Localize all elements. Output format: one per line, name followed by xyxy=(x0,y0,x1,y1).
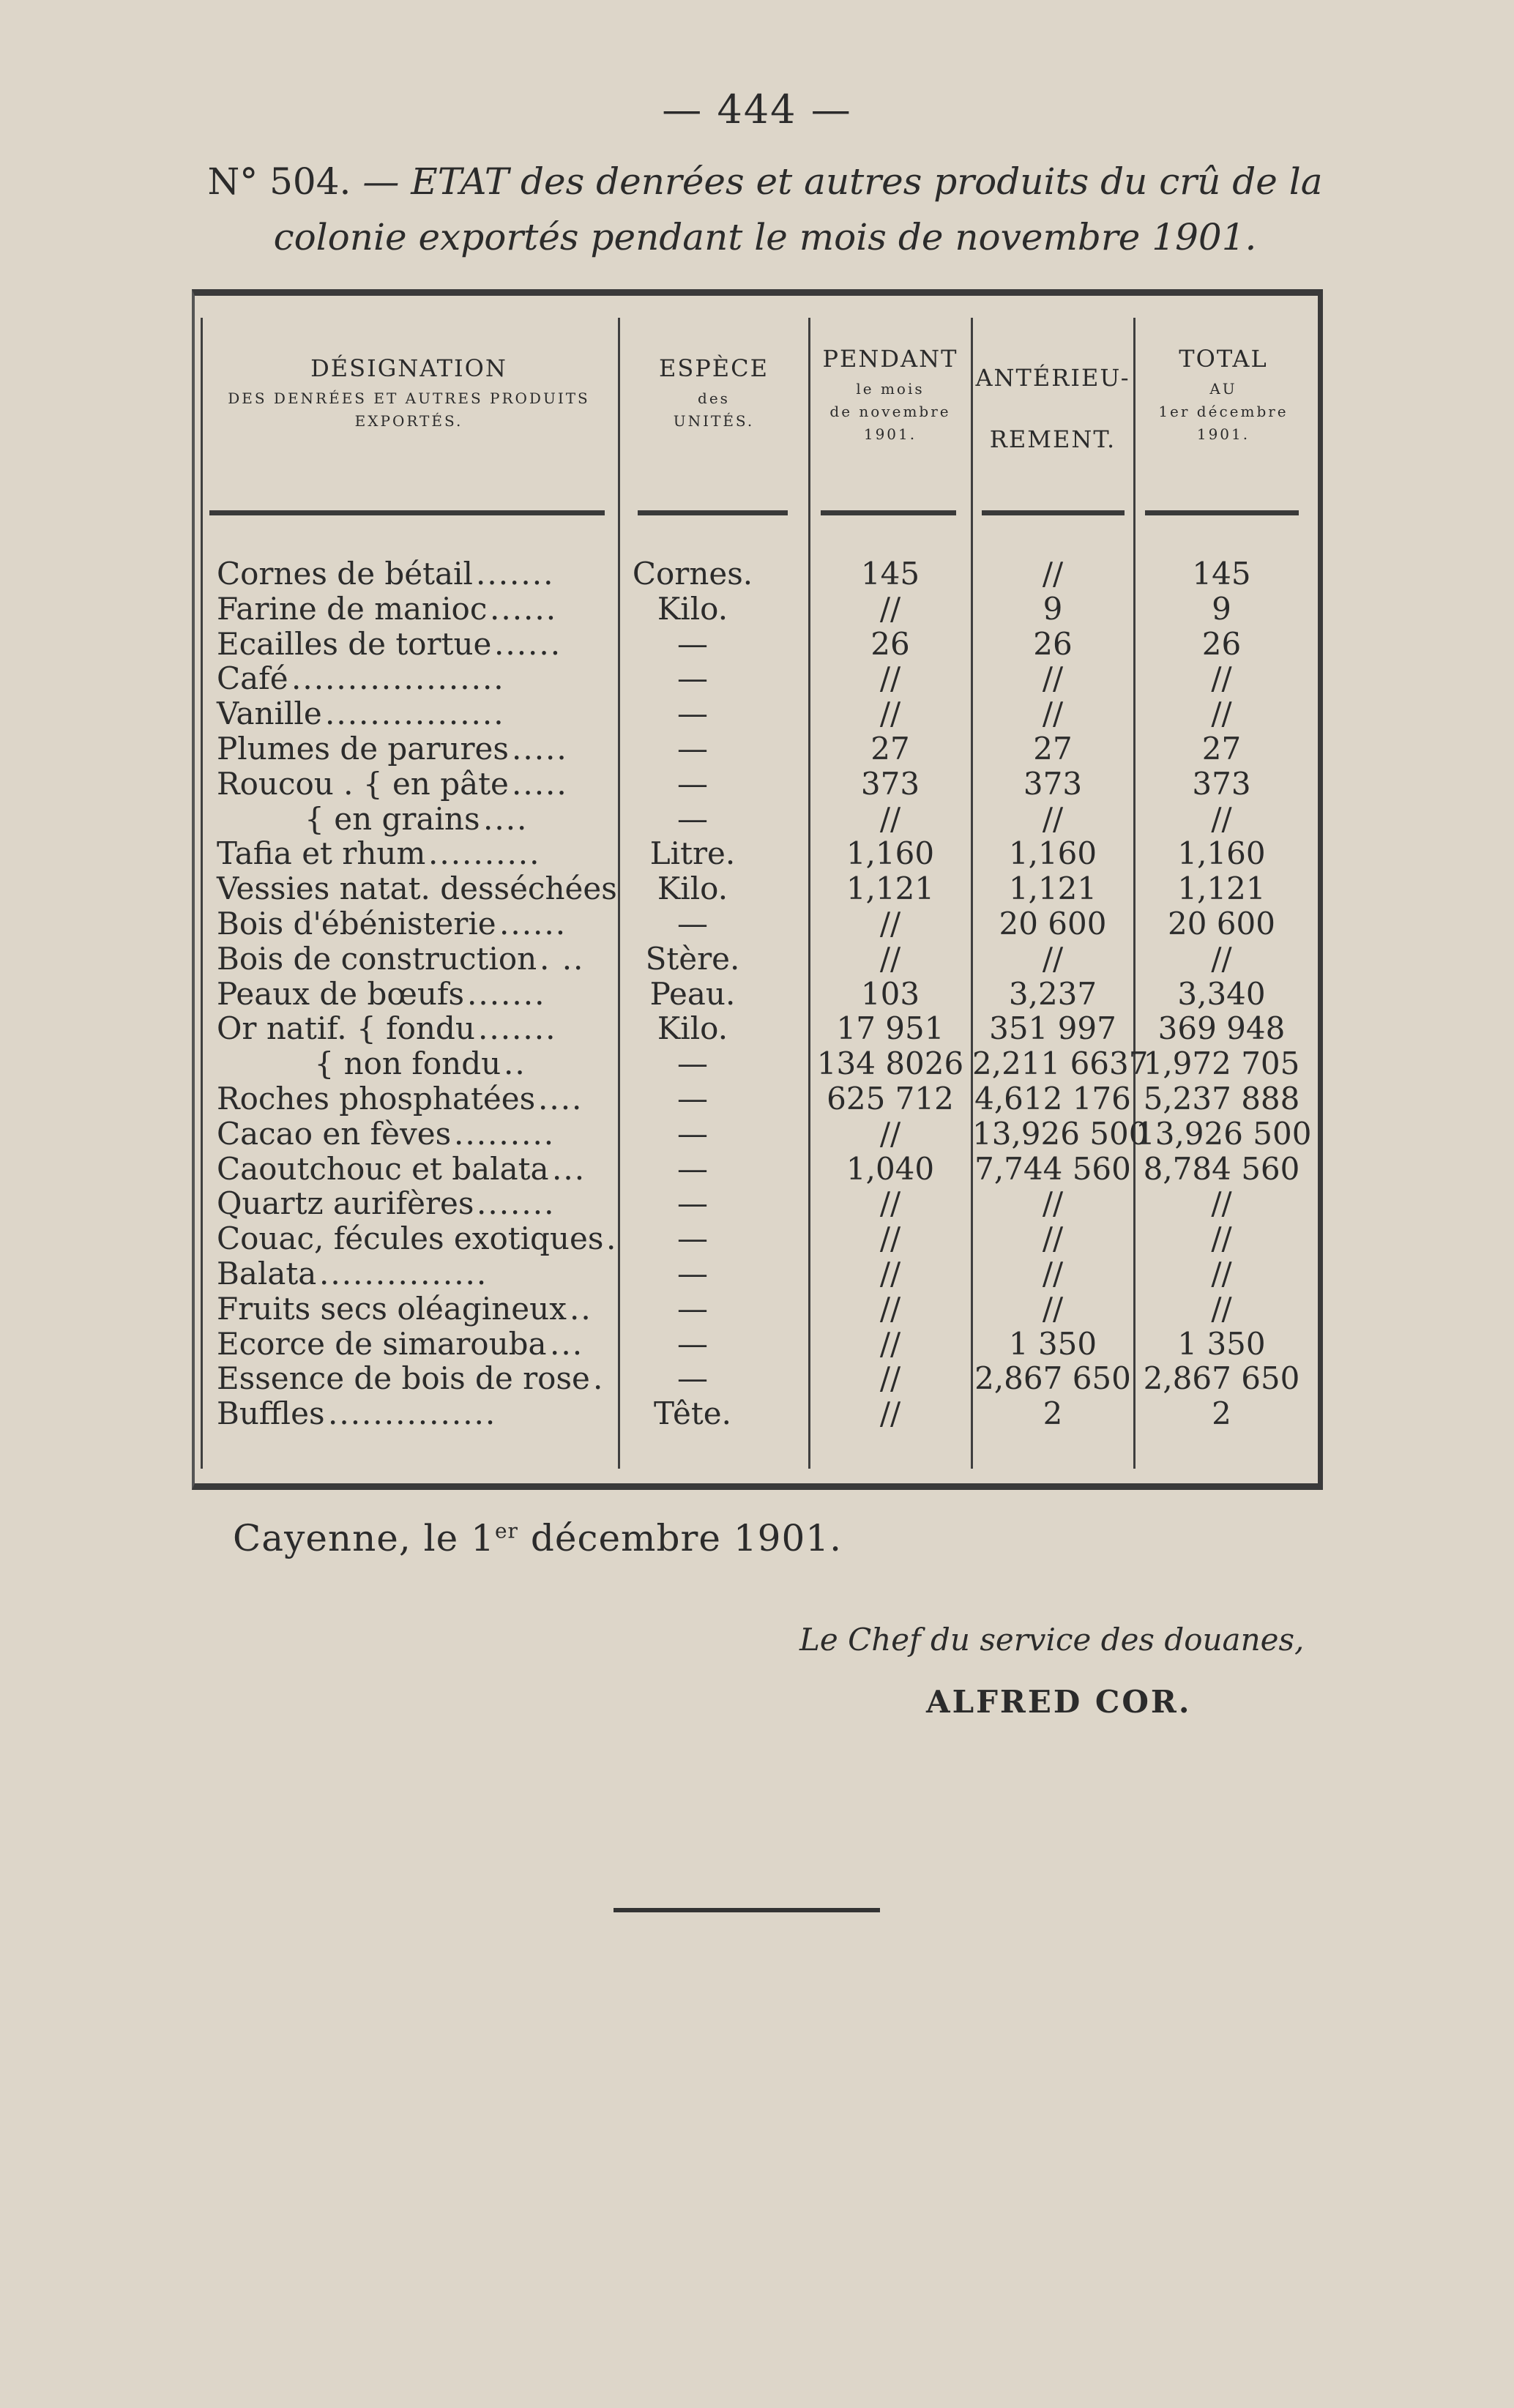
row-leader-dots: ...... xyxy=(490,590,558,627)
row-designation: Or natif. { fondu xyxy=(217,1010,475,1047)
row-designation: Cornes de bétail xyxy=(217,556,473,592)
header-unit xyxy=(621,351,807,433)
table-row xyxy=(195,660,1326,695)
header-month-title: PENDANT xyxy=(822,345,958,373)
signer-title: Le Chef du service des douanes, xyxy=(799,1622,1305,1658)
row-unit: — xyxy=(677,765,708,802)
row-previous-value: 2,211 6637 xyxy=(972,1045,1149,1082)
table-row xyxy=(195,766,1326,800)
row-leader-dots: ....... xyxy=(478,1010,557,1047)
row-designation: Ecorce de simarouba xyxy=(217,1325,547,1362)
row-leader-dots: ......... xyxy=(454,1115,556,1152)
row-designation: Vessies natat. desséchées xyxy=(217,871,617,907)
place-date-sup: er xyxy=(494,1518,518,1543)
table-row xyxy=(195,731,1326,765)
row-designation: Bois de construction xyxy=(217,940,537,977)
row-month-value: // xyxy=(879,1325,901,1362)
row-leader-dots: ... xyxy=(552,1150,586,1187)
row-leader-dots: ............... xyxy=(328,1395,497,1432)
title-line-1: — ETAT des denrées et autres produits du crû de la xyxy=(351,160,1323,203)
row-unit: Litre. xyxy=(649,835,736,872)
row-unit: — xyxy=(677,1325,708,1362)
row-designation: Cacao en fèves xyxy=(217,1115,452,1152)
row-total-value: 27 xyxy=(1201,731,1242,767)
row-leader-dots: . xyxy=(593,1360,605,1397)
header-designation-sub2: EXPORTÉS. xyxy=(354,411,463,430)
row-total-value: // xyxy=(1211,696,1232,732)
row-designation: Ecailles de tortue xyxy=(217,625,492,662)
header-month-sub1: le mois xyxy=(856,379,925,398)
row-total-value: 1,972 705 xyxy=(1143,1045,1300,1082)
row-total-value: // xyxy=(1211,1220,1232,1257)
header-total-sub2: 1er décembre xyxy=(1158,402,1289,420)
row-previous-value: // xyxy=(1042,940,1064,977)
header-designation-title: DÉSIGNATION xyxy=(310,354,507,382)
row-designation: Bois d'ébénisterie xyxy=(217,906,496,942)
row-total-value: 3,340 xyxy=(1177,975,1266,1012)
row-total-value: 2 xyxy=(1212,1395,1231,1432)
row-leader-dots: .......... xyxy=(428,835,541,872)
table-row xyxy=(195,1395,1326,1430)
row-total-value: // xyxy=(1211,1290,1232,1327)
header-unit-sub2: UNITÉS. xyxy=(673,411,755,430)
header-total-sub3: 1901. xyxy=(1196,425,1250,443)
row-unit: — xyxy=(677,1115,708,1152)
row-month-value: // xyxy=(879,906,901,942)
header-month-sub3: 1901. xyxy=(863,425,917,443)
row-previous-value: // xyxy=(1042,1290,1064,1327)
row-unit: Stère. xyxy=(645,940,740,977)
row-previous-value: 2,867 650 xyxy=(974,1360,1131,1397)
table-row xyxy=(195,1045,1326,1080)
row-designation: Balata xyxy=(217,1256,317,1291)
row-previous-value: 7,744 560 xyxy=(974,1150,1131,1187)
row-total-value: 9 xyxy=(1212,590,1231,627)
place-date-prefix: Cayenne, le 1 xyxy=(233,1517,495,1559)
row-previous-value: 20 600 xyxy=(999,906,1107,942)
document-number: N° 504. xyxy=(207,160,351,203)
header-total-sub1: AU xyxy=(1209,379,1237,398)
row-total-value: 13,926 500 xyxy=(1136,1115,1312,1152)
row-unit: — xyxy=(677,800,708,837)
header-month-sub2: de novembre xyxy=(829,402,951,420)
export-table xyxy=(192,289,1323,1490)
table-row xyxy=(195,556,1326,590)
header-previous xyxy=(974,360,1132,458)
row-designation: Farine de manioc xyxy=(217,590,488,627)
row-month-value: // xyxy=(879,940,901,977)
row-unit: Kilo. xyxy=(657,1010,728,1047)
row-unit: Kilo. xyxy=(657,590,728,627)
row-leader-dots: ..... xyxy=(512,731,568,767)
table-row xyxy=(195,1360,1326,1395)
row-previous-value: 27 xyxy=(1033,731,1073,767)
table-row xyxy=(195,906,1326,940)
row-month-value: 373 xyxy=(860,765,920,802)
row-unit: — xyxy=(677,660,708,697)
header-rule xyxy=(209,510,605,515)
row-designation: Couac, fécules exotiques xyxy=(217,1220,604,1257)
row-month-value: 26 xyxy=(870,625,910,662)
row-month-value: 1,160 xyxy=(846,835,935,872)
row-leader-dots: ... xyxy=(550,1325,584,1362)
row-unit: — xyxy=(677,906,708,942)
row-leader-dots: ............... xyxy=(319,1256,488,1291)
row-month-value: // xyxy=(879,696,901,732)
row-month-value: 1,121 xyxy=(846,871,935,907)
row-month-value: // xyxy=(879,590,901,627)
row-designation: Caoutchouc et balata xyxy=(217,1150,549,1187)
row-previous-value: 9 xyxy=(1043,590,1063,627)
row-total-value: // xyxy=(1211,660,1232,697)
title-line-2: colonie exportés pendant le mois de novembre 1901. xyxy=(273,216,1257,258)
row-previous-value: 26 xyxy=(1033,625,1073,662)
header-total xyxy=(1136,341,1310,446)
row-total-value: 5,237 888 xyxy=(1143,1081,1300,1117)
row-designation: Fruits secs oléagineux xyxy=(217,1290,567,1327)
table-row xyxy=(195,1010,1326,1045)
row-previous-value: // xyxy=(1042,696,1064,732)
row-previous-value: // xyxy=(1042,800,1064,837)
row-leader-dots: .... xyxy=(538,1081,583,1117)
row-designation: Café xyxy=(217,660,288,697)
table-row xyxy=(195,1185,1326,1220)
row-month-value: // xyxy=(879,1360,901,1397)
row-month-value: 625 712 xyxy=(827,1081,954,1117)
table-row xyxy=(195,976,1326,1010)
row-unit: — xyxy=(677,731,708,767)
row-month-value: // xyxy=(879,1185,901,1222)
header-designation xyxy=(202,351,616,433)
row-previous-value: 373 xyxy=(1023,765,1083,802)
row-leader-dots: . xyxy=(606,1220,618,1257)
row-designation: Tafia et rhum xyxy=(217,835,426,872)
row-total-value: // xyxy=(1211,940,1232,977)
row-total-value: 369 948 xyxy=(1157,1010,1286,1047)
table-row xyxy=(195,696,1326,730)
row-leader-dots: ....... xyxy=(476,556,555,592)
row-previous-value: 351 997 xyxy=(989,1010,1116,1047)
row-total-value: 2,867 650 xyxy=(1143,1360,1300,1397)
row-designation: Quartz aurifères xyxy=(217,1185,474,1222)
place-date xyxy=(233,1517,842,1559)
row-leader-dots: ..... xyxy=(512,765,568,802)
table-row xyxy=(195,801,1326,835)
row-month-value: 145 xyxy=(860,556,920,592)
row-total-value: 1 350 xyxy=(1177,1325,1266,1362)
document-title xyxy=(187,154,1343,265)
row-total-value: 1,121 xyxy=(1177,871,1266,907)
header-previous-sub: REMENT. xyxy=(989,425,1116,453)
row-unit: — xyxy=(677,1256,708,1291)
row-unit: Tête. xyxy=(654,1395,731,1432)
row-month-value: 103 xyxy=(860,975,920,1012)
row-month-value: // xyxy=(879,1290,901,1327)
row-previous-value: // xyxy=(1042,660,1064,697)
row-month-value: // xyxy=(879,660,901,697)
row-designation: Buffles xyxy=(217,1395,325,1432)
table-row xyxy=(195,1220,1326,1255)
row-total-value: // xyxy=(1211,1256,1232,1291)
row-leader-dots: .... xyxy=(483,800,529,837)
table-row xyxy=(195,1291,1326,1325)
row-unit: — xyxy=(677,1045,708,1082)
row-previous-value: 3,237 xyxy=(1008,975,1097,1012)
table-row xyxy=(195,591,1326,625)
header-rule xyxy=(638,510,788,515)
closing-rule xyxy=(614,1908,880,1912)
row-unit: — xyxy=(677,696,708,732)
row-total-value: 26 xyxy=(1201,625,1242,662)
row-leader-dots: ....... xyxy=(477,1185,556,1222)
header-unit-sub1: des xyxy=(698,389,730,407)
row-month-value: 17 951 xyxy=(836,1010,944,1047)
row-leader-dots: .. xyxy=(504,1045,526,1082)
table-row xyxy=(195,1116,1326,1150)
header-month xyxy=(811,341,969,446)
row-unit: — xyxy=(677,1081,708,1117)
table-row xyxy=(195,1151,1326,1185)
header-designation-sub1: DES DENRÉES ET AUTRES PRODUITS xyxy=(228,389,590,407)
row-month-value: // xyxy=(879,1256,901,1291)
row-total-value: // xyxy=(1211,800,1232,837)
table-row xyxy=(195,835,1326,870)
row-month-value: // xyxy=(879,1220,901,1257)
row-unit: — xyxy=(677,1360,708,1397)
signer-name: ALFRED COR. xyxy=(926,1684,1192,1720)
row-designation: Plumes de parures xyxy=(217,731,509,767)
row-month-value: // xyxy=(879,1115,901,1152)
row-unit: — xyxy=(677,1185,708,1222)
row-previous-value: // xyxy=(1042,1256,1064,1291)
row-leader-dots: ...... xyxy=(494,625,562,662)
row-month-value: // xyxy=(879,800,901,837)
page-number: — 444 — xyxy=(662,86,852,133)
header-unit-title: ESPÈCE xyxy=(658,354,769,382)
table-row xyxy=(195,1081,1326,1115)
row-previous-value: // xyxy=(1042,556,1064,592)
row-total-value: 20 600 xyxy=(1168,906,1275,942)
row-unit: — xyxy=(677,1150,708,1187)
row-previous-value: 1 350 xyxy=(1008,1325,1097,1362)
row-previous-value: // xyxy=(1042,1185,1064,1222)
header-rule xyxy=(1145,510,1299,515)
row-leader-dots: ................ xyxy=(325,696,505,732)
row-unit: Cornes. xyxy=(632,556,753,592)
row-designation: Roucou . { en pâte xyxy=(217,765,509,802)
row-previous-value: 1,160 xyxy=(1008,835,1097,872)
table-row xyxy=(195,941,1326,975)
table-row xyxy=(195,626,1326,660)
row-unit: — xyxy=(677,1220,708,1257)
row-leader-dots: . .. xyxy=(540,940,585,977)
row-leader-dots: ................... xyxy=(291,660,505,697)
row-total-value: // xyxy=(1211,1185,1232,1222)
header-total-title: TOTAL xyxy=(1179,345,1268,373)
row-unit: — xyxy=(677,1290,708,1327)
row-total-value: 8,784 560 xyxy=(1143,1150,1300,1187)
row-designation: Vanille xyxy=(217,696,322,732)
header-rule xyxy=(982,510,1125,515)
row-total-value: 1,160 xyxy=(1177,835,1266,872)
row-unit: Kilo. xyxy=(657,871,728,907)
header-previous-title: ANTÉRIEU- xyxy=(975,364,1130,392)
row-previous-value: 1,121 xyxy=(1008,871,1097,907)
row-designation: { non fondu xyxy=(217,1045,501,1082)
row-month-value: 134 8026 xyxy=(816,1045,964,1082)
row-designation: { en grains xyxy=(217,800,480,837)
row-unit: — xyxy=(677,625,708,662)
row-designation: Peaux de bœufs xyxy=(217,975,465,1012)
row-leader-dots: .. xyxy=(570,1290,592,1327)
row-total-value: 373 xyxy=(1192,765,1251,802)
row-previous-value: 4,612 176 xyxy=(974,1081,1131,1117)
table-row xyxy=(195,1256,1326,1290)
row-previous-value: 13,926 500 xyxy=(972,1115,1149,1152)
table-row xyxy=(195,1326,1326,1360)
row-month-value: // xyxy=(879,1395,901,1432)
row-month-value: 27 xyxy=(870,731,910,767)
row-leader-dots: ....... xyxy=(467,975,546,1012)
row-unit: Peau. xyxy=(649,975,736,1012)
place-date-suffix: décembre 1901. xyxy=(518,1517,842,1559)
row-previous-value: 2 xyxy=(1043,1395,1063,1432)
row-designation: Essence de bois de rose xyxy=(217,1360,590,1397)
header-rule xyxy=(821,510,956,515)
row-previous-value: // xyxy=(1042,1220,1064,1257)
table-row xyxy=(195,871,1326,905)
row-leader-dots: ...... xyxy=(499,906,567,942)
row-designation: Roches phosphatées xyxy=(217,1081,536,1117)
row-month-value: 1,040 xyxy=(846,1150,935,1187)
row-total-value: 145 xyxy=(1192,556,1251,592)
